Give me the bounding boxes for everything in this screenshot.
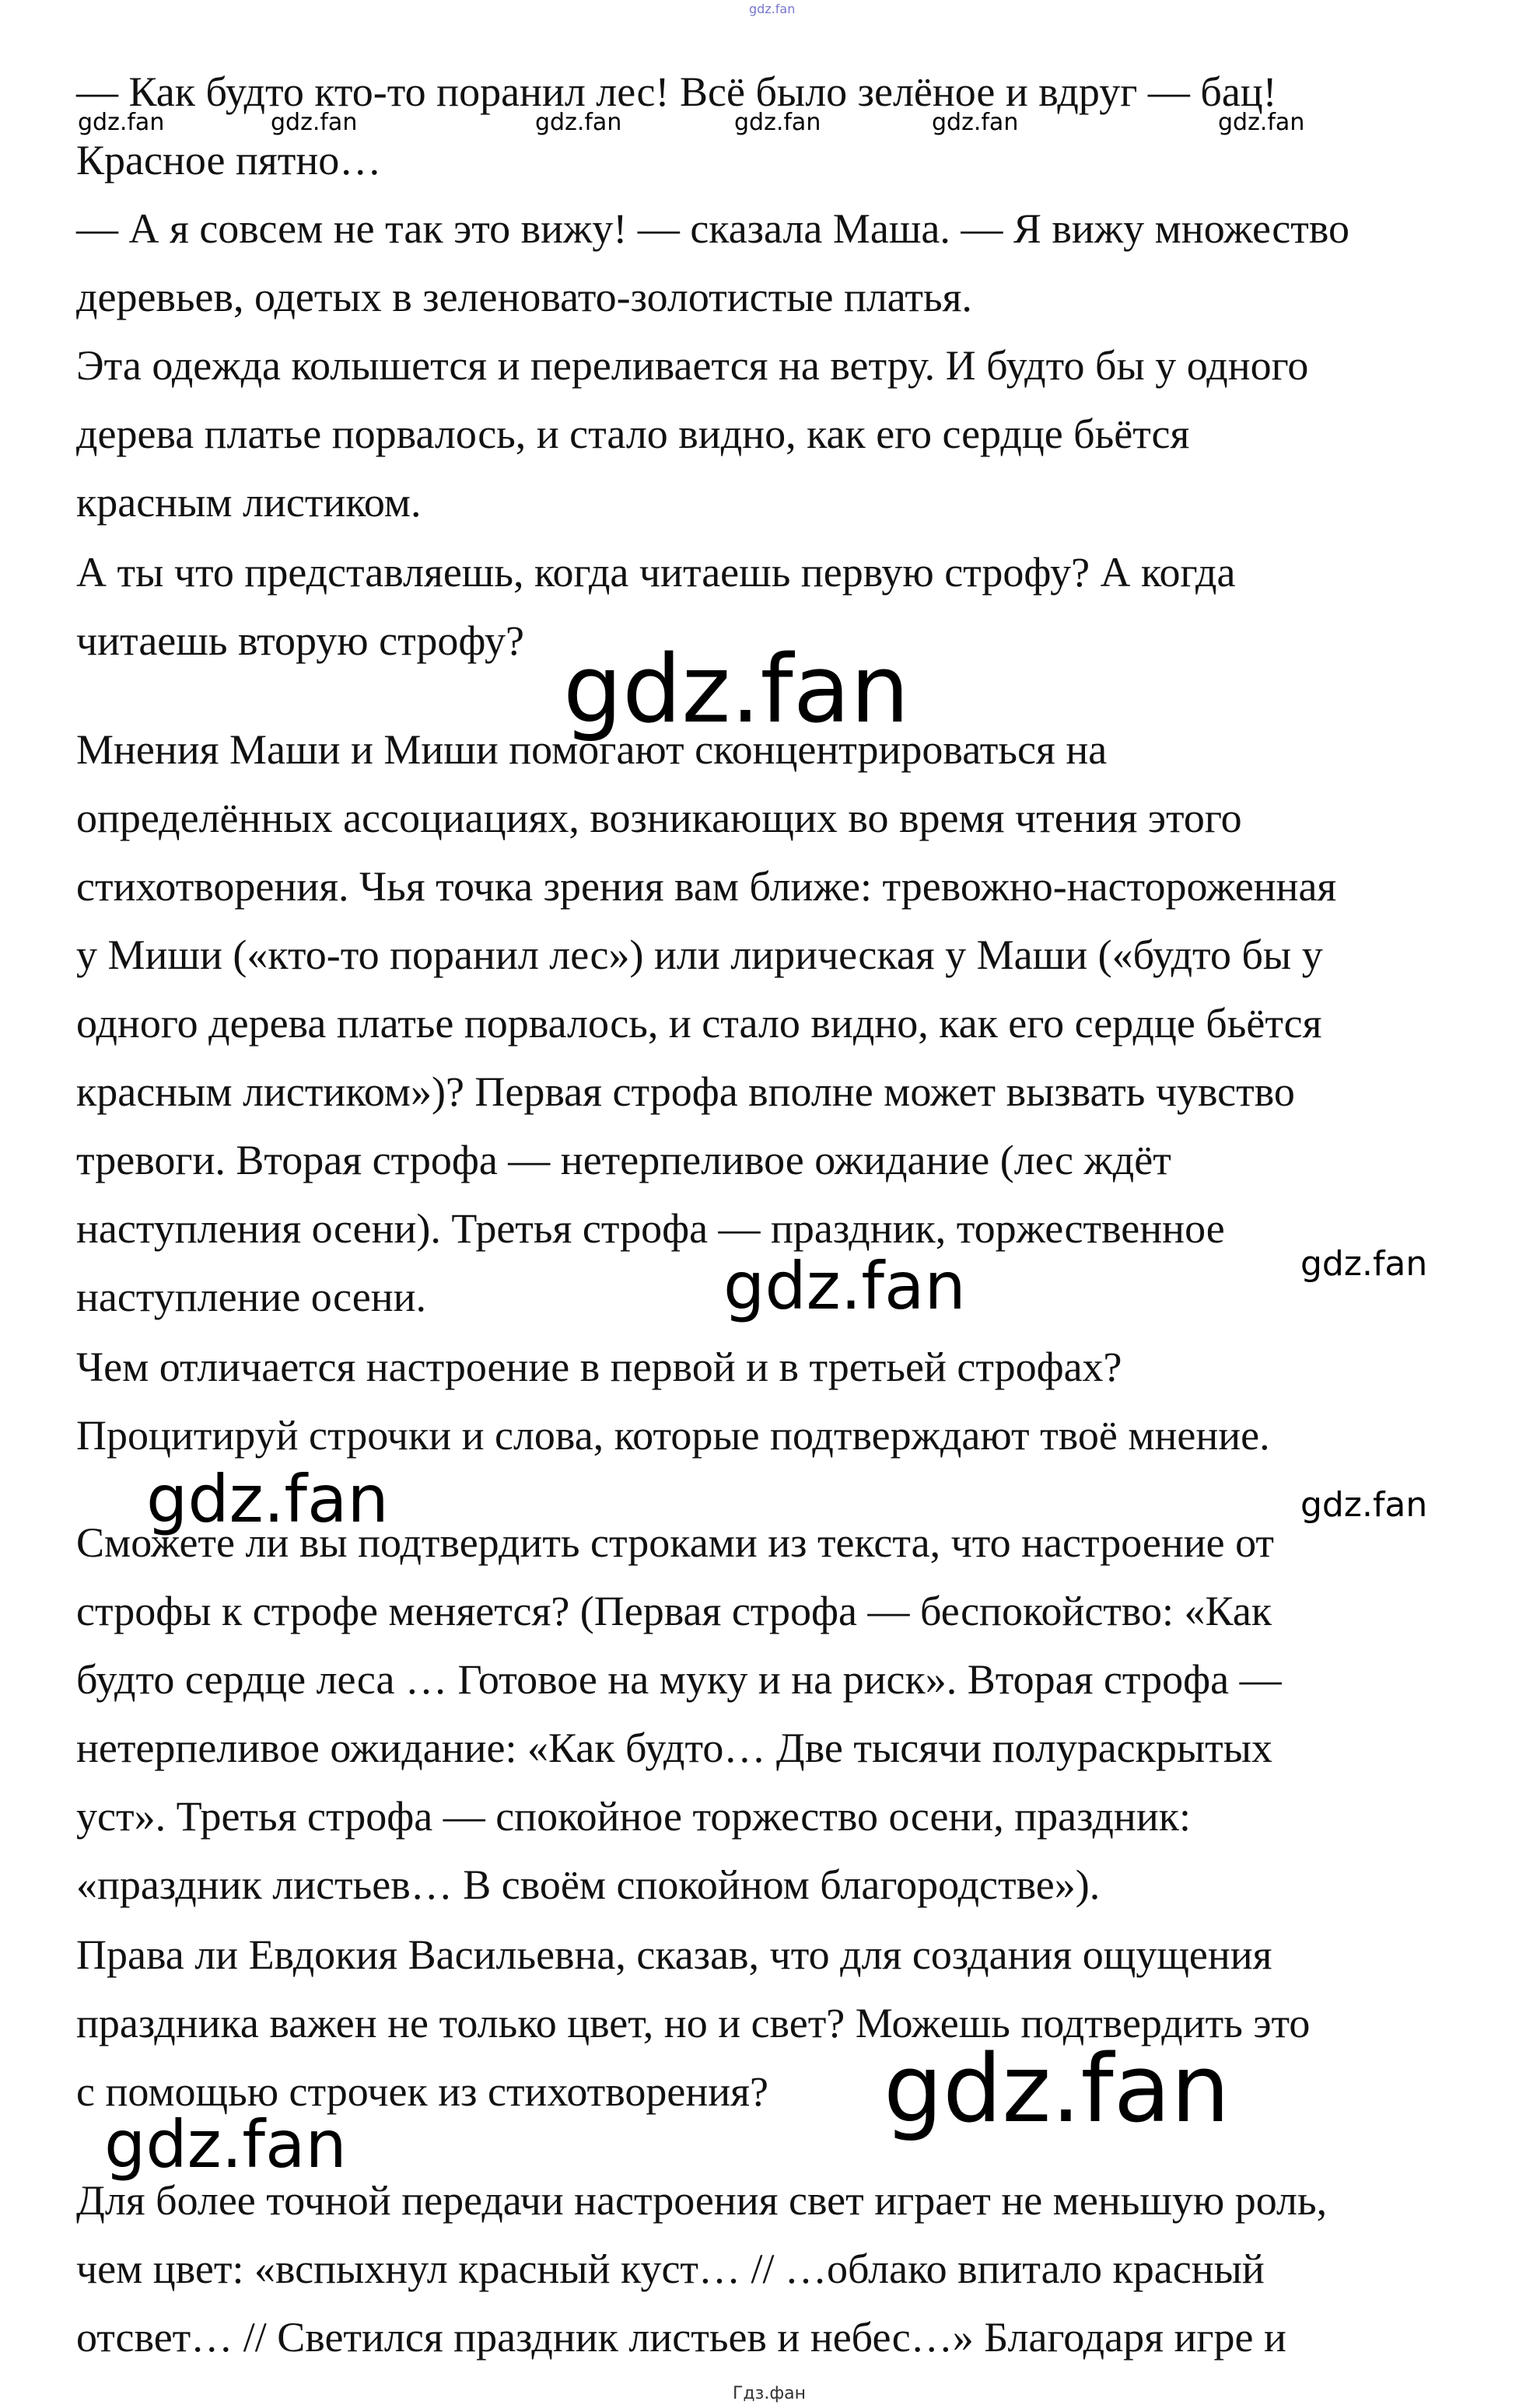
text-line: Права ли Евдокия Васильевна, сказав, что для создания ощущения — [76, 1931, 1272, 1978]
header-watermark: gdz.fan — [749, 2, 796, 16]
text-line: определённых ассоциациях, возникающих во время чтения этого — [76, 795, 1242, 841]
text-line: одного дерева платье порвалось, и стало видно, как его сердце бьётся — [76, 1000, 1322, 1047]
text-line: будто сердце леса … Готовое на муку и на риск». Вторая строфа — — [76, 1656, 1282, 1703]
text-line: Красное пятно… — [76, 137, 382, 183]
text-line: Процитируй строчки и слова, которые подтверждают твоё мнение. — [76, 1412, 1270, 1459]
watermark: gdz.fan — [1300, 1485, 1428, 1525]
text-line: — А я совсем не так это вижу! — сказала Маша. — Я вижу множество — [76, 205, 1349, 252]
watermark: gdz.fan — [146, 1461, 389, 1537]
watermark: gdz.fan — [104, 2106, 347, 2183]
text-line: «праздник листьев… В своём спокойном благородстве»). — [76, 1861, 1101, 1908]
watermark: gdz.fan — [535, 109, 622, 136]
watermark: gdz.fan — [78, 109, 165, 136]
watermark: gdz.fan — [271, 109, 358, 136]
watermark: gdz.fan — [932, 109, 1019, 136]
text-line: А ты что представляешь, когда читаешь первую строфу? А когда — [76, 549, 1236, 596]
text-line: деревьев, одетых в зеленовато-золотистые платья. — [76, 274, 972, 320]
text-line: у Миши («кто-то поранил лес») или лирическая у Маши («будто бы у — [76, 931, 1323, 978]
text-line: читаешь вторую строфу? — [76, 617, 524, 664]
text-line: Эта одежда колышется и переливается на ветру. И будто бы у одного — [76, 342, 1309, 389]
text-line: Чем отличается настроение в первой и в третьей строфах? — [76, 1344, 1122, 1390]
text-line: наступление осени. — [76, 1274, 427, 1320]
text-line: красным листиком. — [76, 479, 422, 526]
text-line: стихотворения. Чья точка зрения вам ближе: тревожно-настороженная — [76, 863, 1337, 910]
text-line: чем цвет: «вспыхнул красный куст… // …облако впитало красный — [76, 2245, 1265, 2292]
watermark: gdz.fan — [1300, 1244, 1428, 1284]
text-line: нетерпеливое ожидание: «Как будто… Две тысячи полураскрытых — [76, 1725, 1273, 1771]
text-line: уст». Третья строфа — спокойное торжество осени, праздник: — [76, 1793, 1191, 1840]
text-line: Мнения Маши и Миши помогают сконцентрироваться на — [76, 726, 1108, 773]
watermark: gdz.fan — [1218, 109, 1305, 136]
watermark: gdz.fan — [563, 636, 910, 744]
text-line: Для более точной передачи настроения свет играет не меньшую роль, — [76, 2177, 1328, 2224]
watermark: gdz.fan — [723, 1248, 966, 1324]
text-line: тревоги. Вторая строфа — нетерпеливое ожидание (лес ждёт — [76, 1137, 1171, 1183]
text-line: — Как будто кто-то поранил лес! Всё было зелёное и вдруг — бац! — [76, 68, 1277, 115]
text-line: красным листиком»)? Первая строфа вполне может вызвать чувство — [76, 1068, 1295, 1115]
footer-watermark: Гдз.фан — [733, 2384, 806, 2403]
text-line: праздника важен не только цвет, но и свет? Можешь подтвердить это — [76, 2000, 1311, 2046]
text-line: дерева платье порвалось, и стало видно, как его сердце бьётся — [76, 411, 1190, 457]
text-line: Сможете ли вы подтвердить строками из текста, что настроение от — [76, 1519, 1275, 1566]
text-line: отсвет… // Светился праздник листьев и небес…» Благодаря игре и — [76, 2314, 1286, 2361]
watermark: gdz.fan — [734, 109, 821, 136]
text-line: с помощью строчек из стихотворения? — [76, 2068, 768, 2115]
watermark: gdz.fan — [884, 2036, 1230, 2144]
text-line: строфы к строфе меняется? (Первая строфа — беспокойство: «Как — [76, 1588, 1272, 1634]
text-line: наступления осени). Третья строфа — праздник, торжественное — [76, 1205, 1225, 1252]
